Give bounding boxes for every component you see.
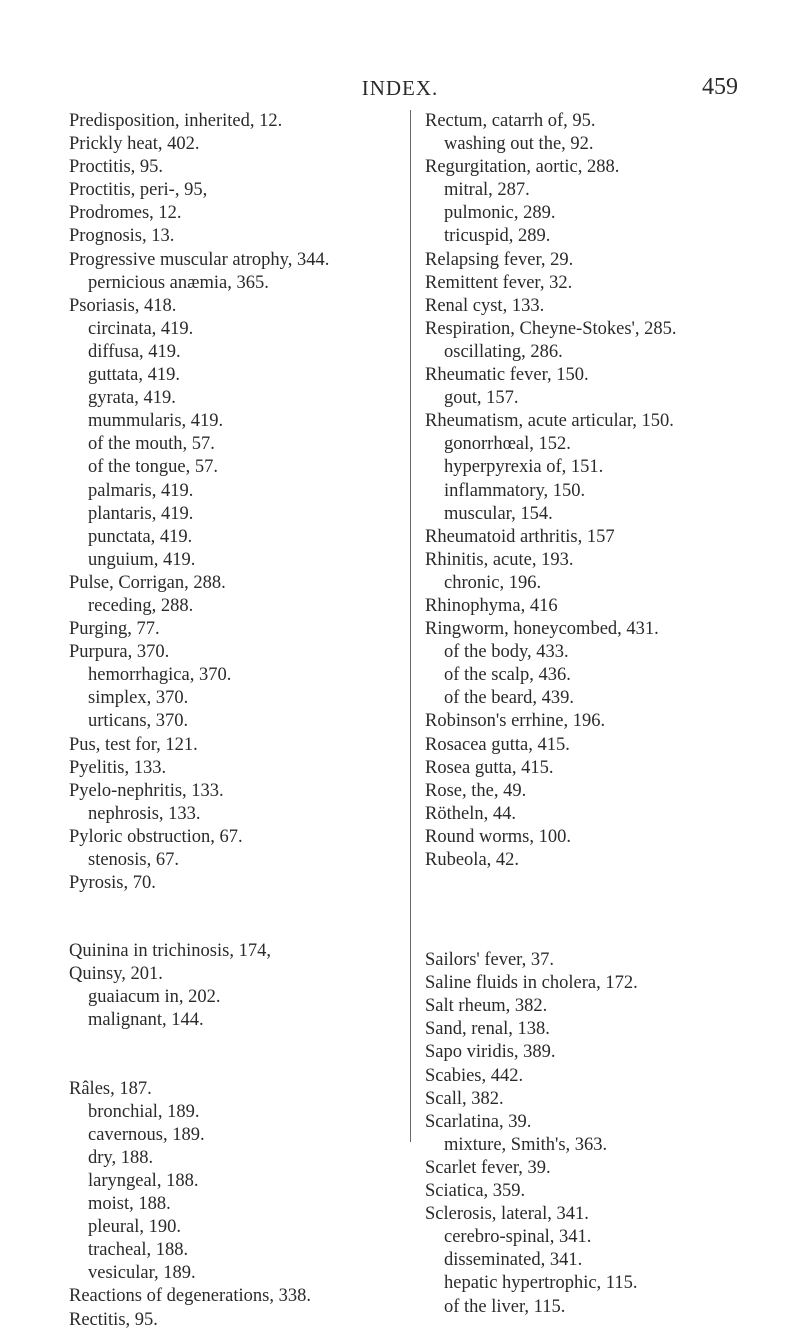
index-subentry: simplex, 370.: [88, 688, 189, 709]
index-subentry: hemorrhagica, 370.: [88, 665, 232, 686]
index-subentry: hyperpyrexia of, 151.: [444, 457, 604, 478]
index-subentry: gonorrhœal, 152.: [444, 434, 571, 455]
index-entry: Pyelitis, 133.: [69, 757, 167, 778]
index-subentry: cavernous, 189.: [88, 1124, 205, 1145]
index-group: [69, 110, 409, 895]
index-subentry: of the mouth, 57.: [88, 434, 215, 455]
index-subentry: punctata, 419.: [88, 526, 193, 547]
index-subentry: hepatic hypertrophic, 115.: [444, 1273, 638, 1294]
index-subentry: guttata, 419.: [88, 365, 180, 386]
index-entry: Proctitis, 95.: [69, 157, 164, 178]
index-entry: Ringworm, honeycombed, 431.: [425, 619, 659, 640]
index-subentry: muscular, 154.: [444, 503, 553, 524]
index-subentry: of the beard, 439.: [444, 688, 574, 709]
index-entry: Prognosis, 13.: [69, 226, 175, 247]
index-entry: Rheumatoid arthritis, 157: [425, 526, 615, 547]
page-title: INDEX.: [361, 76, 439, 100]
index-entry: Rheumatic fever, 150.: [425, 365, 589, 386]
index-subentry: diffusa, 419.: [88, 341, 181, 362]
index-group: [69, 1078, 409, 1332]
index-subentry: gyrata, 419.: [88, 388, 176, 409]
index-entry: Rötheln, 44.: [425, 803, 516, 824]
group-spacer: [425, 872, 785, 949]
index-group: [425, 949, 785, 1319]
index-subentry: bronchial, 189.: [88, 1101, 200, 1122]
group-spacer: [69, 1033, 409, 1078]
index-entry: Saline fluids in cholera, 172.: [425, 973, 638, 994]
index-entry: Quinsy, 201.: [69, 964, 163, 985]
index-entry: Regurgitation, aortic, 288.: [425, 157, 620, 178]
index-subentry: stenosis, 67.: [88, 850, 179, 870]
index-subentry: tracheal, 188.: [88, 1240, 189, 1261]
index-subentry: oscillating, 286.: [444, 341, 563, 362]
index-entry: Sailors' fever, 37.: [425, 950, 554, 971]
index-subentry: urticans, 370.: [88, 711, 189, 732]
index-subentry: mitral, 287.: [444, 180, 530, 201]
index-subentry: disseminated, 341.: [444, 1250, 583, 1271]
index-entry: Rubeola, 42.: [425, 850, 520, 870]
index-subentry: malignant, 144.: [88, 1010, 204, 1031]
index-subentry: plantaris, 419.: [88, 503, 194, 524]
index-entry: Purpura, 370.: [69, 642, 170, 663]
index-entry: Scabies, 442.: [425, 1065, 524, 1086]
index-subentry: unguium, 419.: [88, 549, 196, 570]
index-entry: Pulse, Corrigan, 288.: [69, 572, 226, 593]
index-entry: Purging, 77.: [69, 619, 160, 640]
index-entry: Predisposition, inherited, 12.: [69, 111, 283, 131]
index-entry: Rectum, catarrh of, 95.: [425, 111, 596, 131]
index-subentry: laryngeal, 188.: [88, 1170, 199, 1191]
index-entry: Pyrosis, 70.: [69, 873, 156, 894]
index-group: [69, 940, 409, 1032]
index-entry: Quinina in trichinosis, 174,: [69, 941, 271, 962]
index-subentry: circinata, 419.: [88, 318, 194, 339]
index-subentry: inflammatory, 150.: [444, 480, 586, 501]
index-subentry: chronic, 196.: [444, 572, 542, 593]
index-entry: Rosacea gutta, 415.: [425, 734, 570, 755]
column-divider: [410, 110, 411, 1142]
index-entry: Robinson's errhine, 196.: [425, 711, 606, 732]
index-column-left: [69, 110, 409, 1332]
index-subentry: dry, 188.: [88, 1147, 154, 1168]
index-subentry: nephrosis, 133.: [88, 803, 201, 824]
index-subentry: vesicular, 189.: [88, 1263, 196, 1284]
index-entry: Pus, test for, 121.: [69, 734, 198, 755]
index-entry: Psoriasis, 418.: [69, 295, 177, 316]
index-entry: Râles, 187.: [69, 1078, 152, 1099]
index-subentry: guaiacum in, 202.: [88, 987, 221, 1008]
index-entry: Rhinophyma, 416: [425, 595, 558, 616]
index-entry: Rosea gutta, 415.: [425, 757, 554, 778]
index-entry: Round worms, 100.: [425, 826, 571, 847]
index-entry: Rose, the, 49.: [425, 780, 527, 801]
index-subentry: of the body, 433.: [444, 642, 569, 663]
index-subentry: moist, 188.: [88, 1194, 171, 1215]
index-subentry: of the tongue, 57.: [88, 457, 218, 478]
index-entry: Relapsing fever, 29.: [425, 249, 574, 270]
index-entry: Rectitis, 95.: [69, 1309, 158, 1330]
index-subentry: palmaris, 419.: [88, 480, 194, 501]
index-subentry: washing out the, 92.: [444, 134, 594, 155]
index-group: [425, 110, 785, 872]
index-entry: Sclerosis, lateral, 341.: [425, 1204, 589, 1225]
index-entry: Respiration, Cheyne-Stokes', 285.: [425, 318, 677, 339]
index-subentry: receding, 288.: [88, 595, 194, 616]
index-entry: Scall, 382.: [425, 1088, 504, 1109]
group-spacer: [69, 895, 409, 940]
index-subentry: of the liver, 115.: [444, 1296, 566, 1317]
index-entry: Sapo viridis, 389.: [425, 1042, 556, 1063]
index-subentry: pulmonic, 289.: [444, 203, 556, 224]
index-entry: Salt rheum, 382.: [425, 996, 548, 1017]
index-entry: Renal cyst, 133.: [425, 295, 545, 316]
index-subentry: cerebro-spinal, 341.: [444, 1227, 592, 1248]
index-entry: Remittent fever, 32.: [425, 272, 573, 293]
index-entry: Scarlet fever, 39.: [425, 1157, 551, 1178]
index-subentry: gout, 157.: [444, 388, 519, 409]
index-entry: Proctitis, peri-, 95,: [69, 180, 208, 201]
index-entry: Sand, renal, 138.: [425, 1019, 550, 1040]
index-subentry: pernicious anæmia, 365.: [88, 272, 269, 293]
index-entry: Pyloric obstruction, 67.: [69, 826, 243, 847]
index-entry: Prickly heat, 402.: [69, 134, 200, 155]
index-entry: Rhinitis, acute, 193.: [425, 549, 574, 570]
index-subentry: mixture, Smith's, 363.: [444, 1134, 608, 1155]
index-entry: Rheumatism, acute articular, 150.: [425, 411, 674, 432]
index-entry: Reactions of degenerations, 338.: [69, 1286, 311, 1307]
index-entry: Prodromes, 12.: [69, 203, 182, 224]
index-entry: Sciatica, 359.: [425, 1181, 526, 1202]
index-entry: Progressive muscular atrophy, 344.: [69, 249, 330, 270]
index-column-right: [425, 110, 785, 1319]
index-subentry: pleural, 190.: [88, 1217, 181, 1238]
index-entry: Pyelo-nephritis, 133.: [69, 780, 224, 801]
index-subentry: tricuspid, 289.: [444, 226, 551, 247]
index-subentry: mummularis, 419.: [88, 411, 224, 432]
index-entry: Scarlatina, 39.: [425, 1111, 532, 1132]
index-subentry: of the scalp, 436.: [444, 665, 571, 686]
page-number: 459: [702, 74, 738, 100]
